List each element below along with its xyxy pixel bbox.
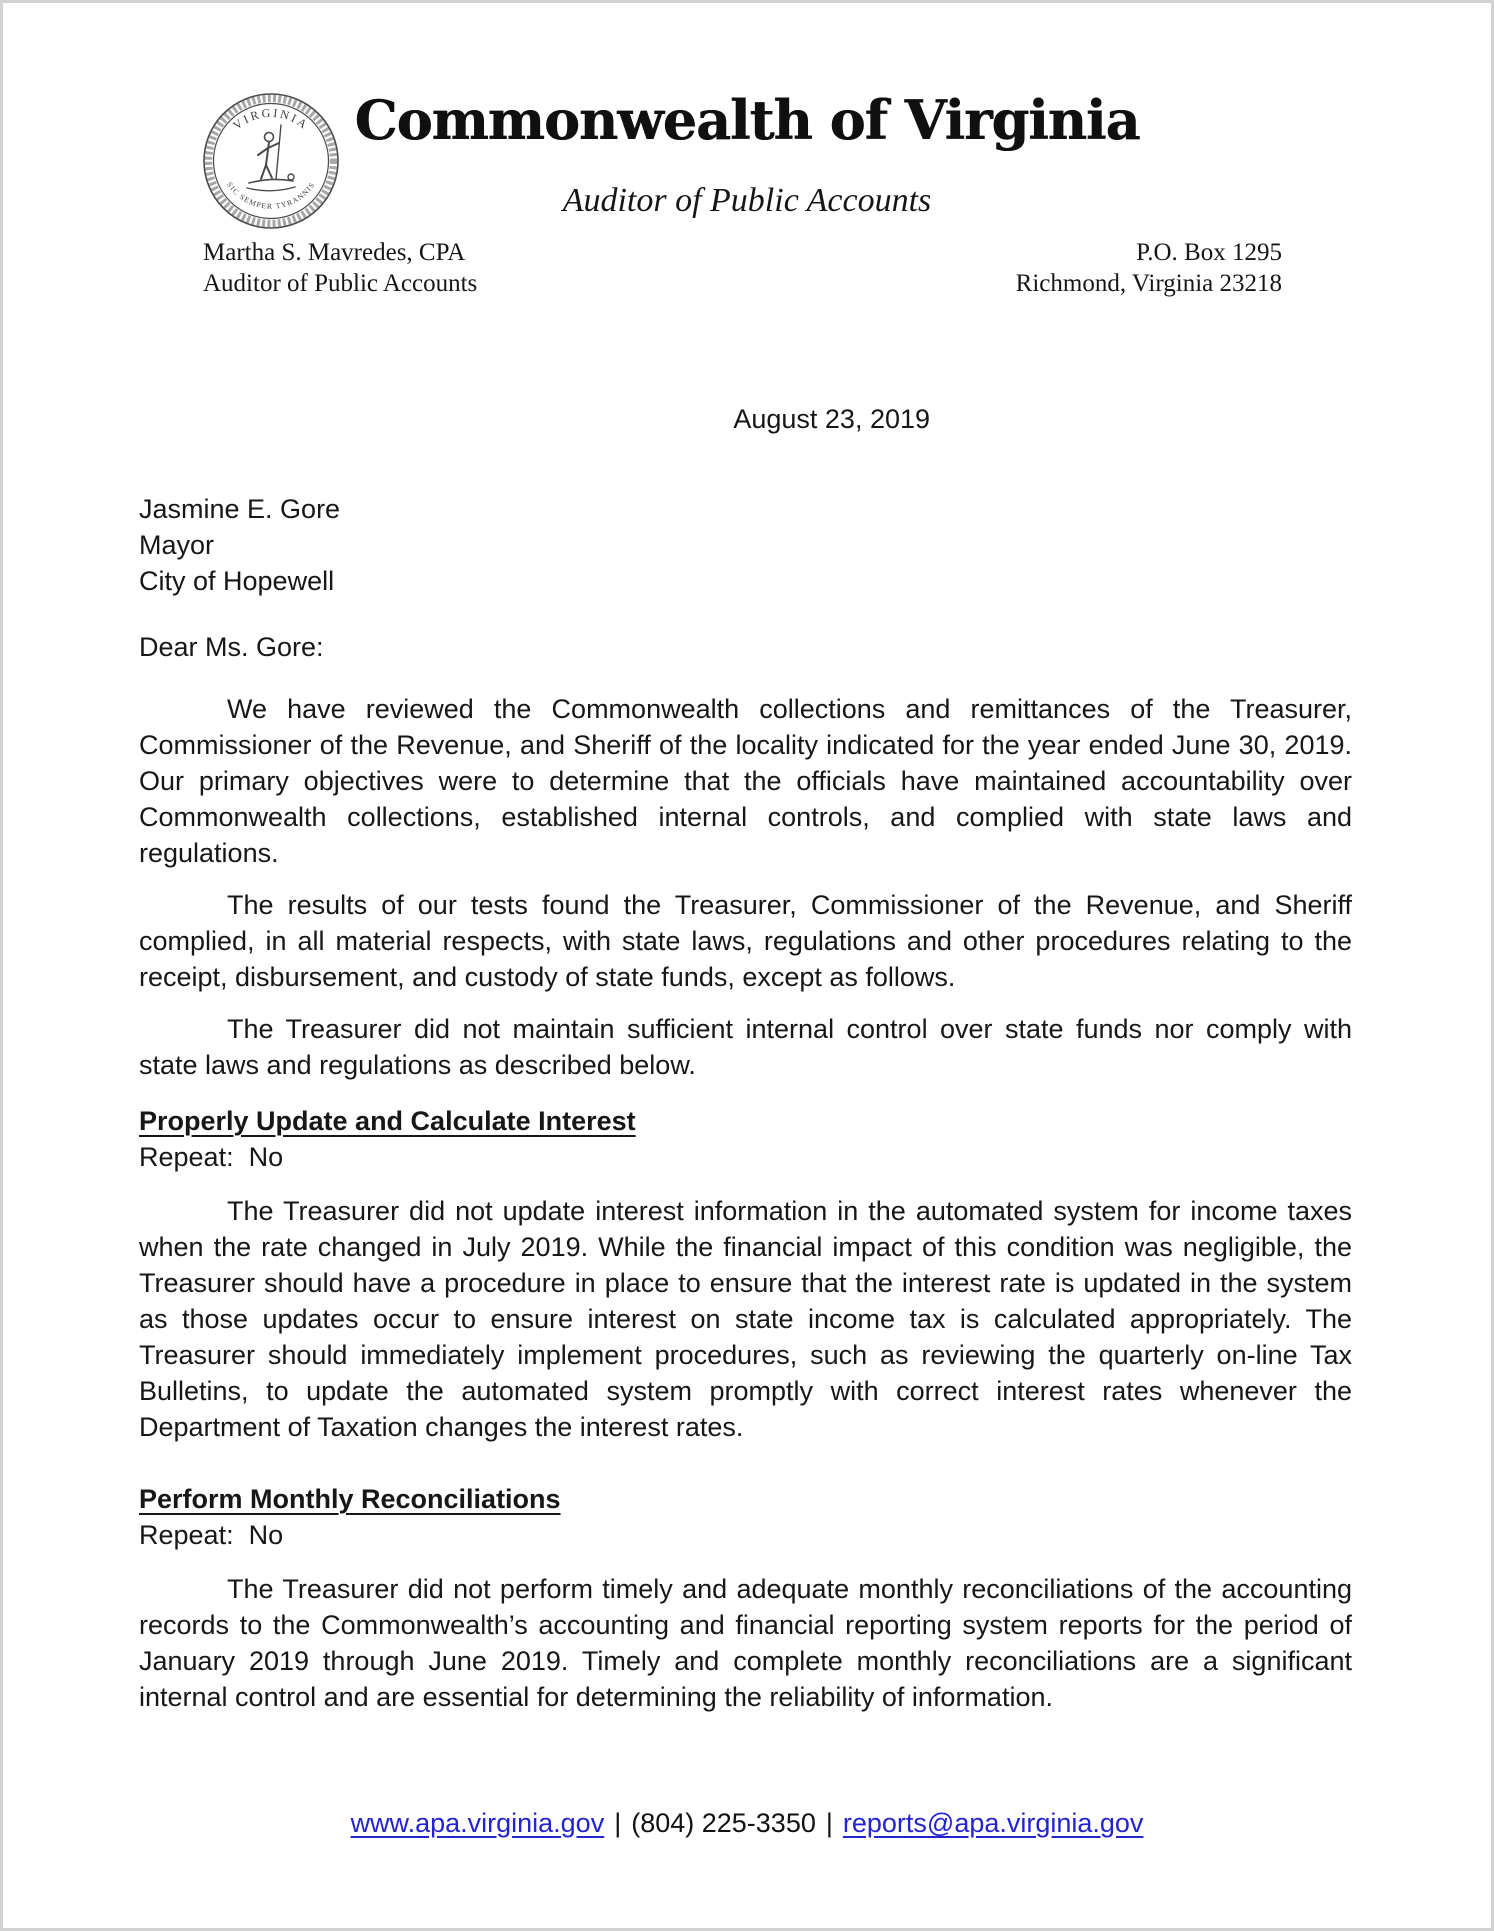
finding-repeat-status: Repeat: No <box>139 1520 284 1550</box>
page-footer <box>3 1805 1491 1841</box>
salutation: Dear Ms. Gore: <box>139 632 324 662</box>
opening-paragraph-3: The Treasurer did not maintain sufficient internal control over state funds nor comply with state laws and regulations as described below. <box>139 1014 1352 1080</box>
finding-paragraph: The Treasurer did not update interest information in the automated system for income taxes when the rate changed in July 2019. While the financial impact of this condition was negligible, the Treasurer should have a procedure in place to ensure that the interest rate is updated in the system as those updates occur to ensure interest on state income tax is calculated appropriately. The Treasurer should immediately implement procedures, such as reviewing the quarterly on-line Tax Bulletins, to update the automated system promptly with correct interest rates whenever the Department of Taxation changes the interest rates. <box>139 1196 1352 1442</box>
letter-body <box>139 3 1352 1715</box>
finding-heading: Properly Update and Calculate Interest <box>139 1106 636 1136</box>
finding-section-reconciliations <box>139 1481 1352 1715</box>
opening-paragraph-1: We have reviewed the Commonwealth collections and remittances of the Treasurer, Commissioner of the Revenue, and Sheriff of the locality indicated for the year ended June 30, 2019. Our primary objectives were to determine that the officials have maintained accountability over Commonwealth collections, established internal controls, and complied with state laws and regulations. <box>139 694 1352 868</box>
finding-repeat-status: Repeat: No <box>139 1142 284 1172</box>
org-name: Commonwealth of Virginia <box>354 88 1140 152</box>
opening-paragraph-2: The results of our tests found the Treasurer, Commissioner of the Revenue, and Sheriff complied, in all material respects, with state laws, regulations and other procedures relating to the receipt, disbursement, and custody of state funds, except as follows. <box>139 890 1352 992</box>
address-line-1: P.O. Box 1295 <box>1136 239 1282 266</box>
website-link[interactable]: www.apa.virginia.gov <box>350 1808 605 1838</box>
recipient-block <box>139 491 1352 599</box>
recipient-locality: City of Hopewell <box>139 566 335 596</box>
finding-heading: Perform Monthly Reconciliations <box>139 1484 561 1514</box>
org-subtitle: Auditor of Public Accounts <box>562 182 932 219</box>
footer-separator: | <box>614 1808 622 1838</box>
official-name: Martha S. Mavredes, CPA <box>203 239 466 266</box>
recipient-title: Mayor <box>139 530 215 560</box>
seal-top-text: VIRGINIA <box>230 105 312 133</box>
email-link[interactable]: reports@apa.virginia.gov <box>842 1808 1144 1838</box>
seal-motto-text: SIC SEMPER TYRANNIS <box>225 180 317 211</box>
letter-date: August 23, 2019 <box>733 404 931 434</box>
recipient-name: Jasmine E. Gore <box>139 494 341 524</box>
official-title: Auditor of Public Accounts <box>203 270 478 297</box>
finding-paragraph: The Treasurer did not perform timely and adequate monthly reconciliations of the accounting records to the Commonwealth’s accounting and financial reporting system reports for the period of January 2019 through June 2019. Timely and complete monthly reconciliations are a significant internal control and are essential for determining the reliability of information. <box>139 1574 1352 1712</box>
address-line-2: Richmond, Virginia 23218 <box>1015 270 1282 297</box>
footer-separator: | <box>825 1808 833 1838</box>
phone-number: (804) 225-3350 <box>631 1808 816 1838</box>
finding-section-interest <box>139 1103 1352 1445</box>
